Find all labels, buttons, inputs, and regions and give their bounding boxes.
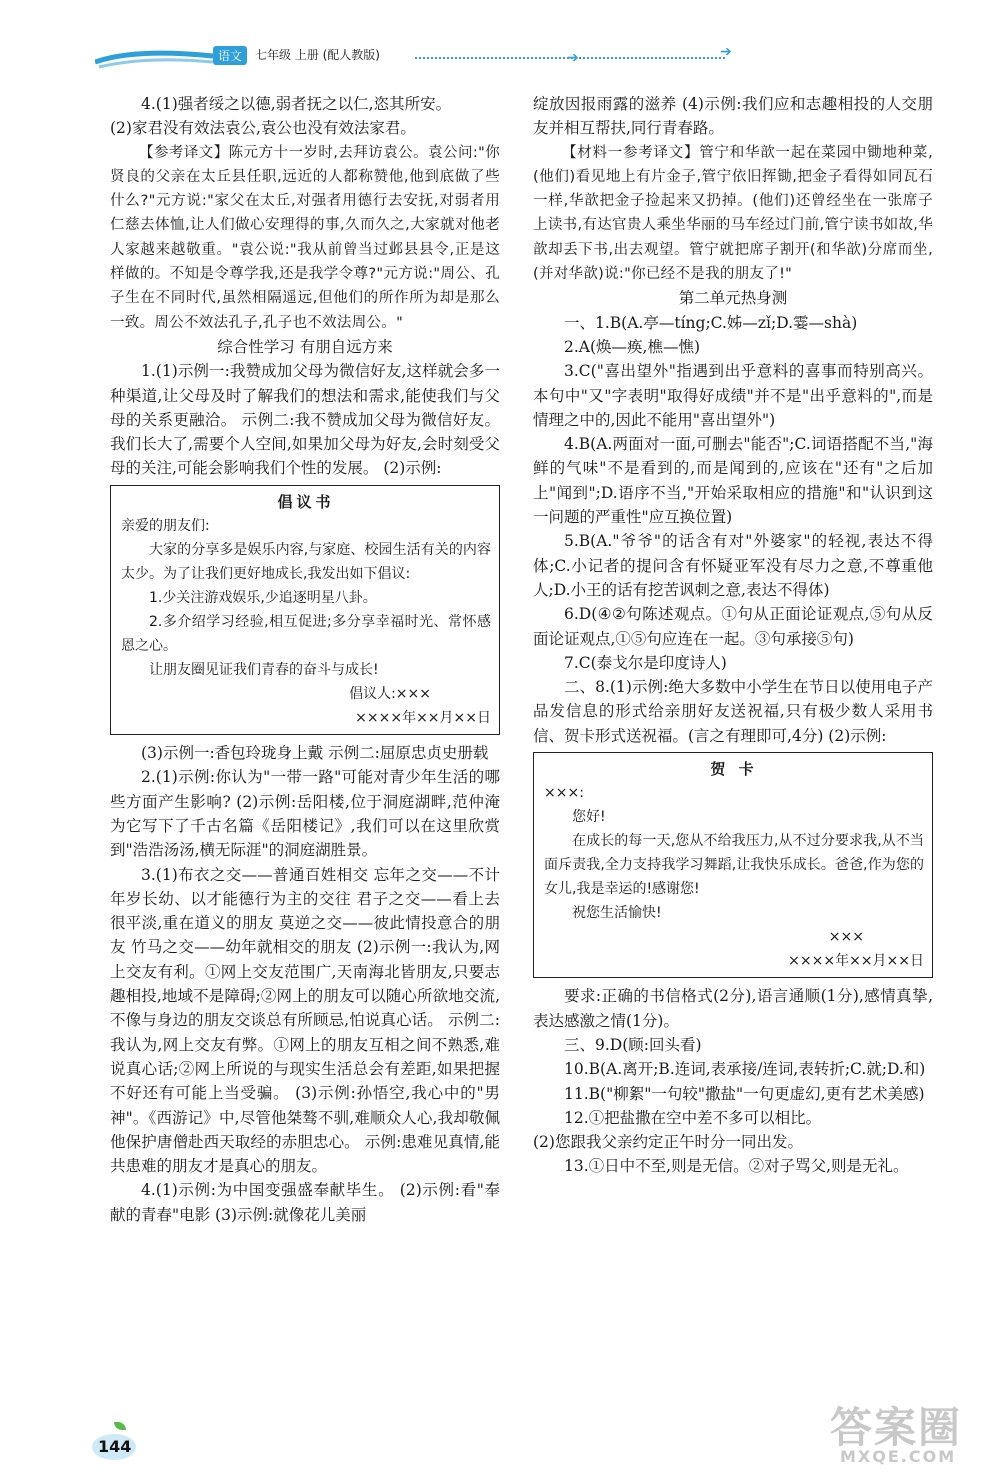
answer-q9: 三、9.D(顾:回头看)	[564, 1035, 702, 1054]
proposal-letter-box	[110, 485, 500, 735]
card-body: 在成长的每一天,您从不给我压力,从不过分要求我,从不当面斥责我,全力支持我学习舞蹈,让我快乐成长。爸爸,作为您的女儿,我是幸运的!感谢您!	[544, 833, 924, 898]
unit-test-heading: 第二单元热身测	[678, 289, 788, 308]
leaf-icon	[114, 1422, 126, 1430]
card-requirements: 要求:正确的书信格式(2分),语言通顺(1分),感情真挚,表达感激之情(1分)。	[533, 987, 933, 1030]
arrow-right-icon: ➔	[567, 50, 579, 66]
card-date: ××××年××月××日	[788, 953, 924, 970]
card-greeting: ×××:	[544, 785, 584, 802]
card-hello: 您好!	[572, 809, 606, 826]
answer-q6: 6.D(④②句陈述观点。①句从正面论证观点,⑤句从反面论证观点,①⑤句应连在一起。③句承接⑤句)	[533, 605, 933, 648]
answer-q5: 5.B(A."爷爷"的话含有对"外婆家"的轻视,表达不得体;C.小记者的提问含有怀疑亚军没有尽力之意,不尊重他人;D.小王的话有挖苦讽刺之意,表达不得体)	[533, 532, 933, 599]
proposal-body: 大家的分享多是娱乐内容,与家庭、校园生活有关的内容太少。为了让我们更好地成长,我发出如下倡议:	[121, 542, 491, 583]
subject-badge: 语文	[213, 46, 247, 65]
answer-4-continued: 绽放因报雨露的滋养 (4)示例:我们应和志趣相投的人交朋友并相互帮扶,同行青春路。	[533, 95, 933, 138]
answer-4-1: 4.(1)强者绥之以德,弱者抚之以仁,恣其所安。	[141, 95, 452, 113]
proposal-greeting: 亲爱的朋友们:	[121, 518, 210, 535]
answer-q1: 一、1.B(A.亭—tíng;C.姊—zǐ;D.霎—shà)	[564, 313, 858, 332]
answer-q3: 3.C("喜出望外"指遇到出乎意料的喜事而特别高兴。本句中"又"字表明"取得好成绩"并不是"出乎意料的",而是情理之中的,因此不能用"喜出望外")	[533, 362, 933, 429]
answer-3: 3.(1)布衣之交——普通百姓相交 忘年之交——不计年岁长幼、以才能德行为主的交往 君子之交——看上去很平淡,重在道义的朋友 莫逆之交——彼此情投意合的朋友 竹马之交——幼年就相交的朋友 (2)示例一:我认为,网上交友有利。①网上交友范围广,天南海北皆朋友,只要志趣相投,地域不是障碍;②网上的朋友可以随心所欲地交流,不像与身边的朋友交谈总有所顾忌,怕说真心话。 示例二:我认为,网上交友有弊。①网上的朋友互相之间不熟悉,难说真心话;②网上所说的与现实生活总会有差距,如果把握不好还有可能上当受骗。 (3)示例:孙悟空,我心中的"男神"。《西游记》中,尽管他桀骜不驯,难顺众人心,我却敬佩他保护唐僧赴西天取经的赤胆忠心。 示例:患难见真情,能共患难的朋友才是真心的朋友。	[110, 865, 500, 1176]
greeting-card-box	[533, 752, 933, 978]
answer-q11: 11.B("柳絮"一句较"撒盐"一句更虚幻,更有艺术美感)	[564, 1084, 925, 1103]
watermark-url: MXQE.COM	[840, 1447, 957, 1466]
reference-translation: 【参考译文】陈元方十一岁时,去拜访袁公。袁公问:"你贤良的父亲在太丘县任职,远近的人都称赞他,他到底做了些什么?"元方说:"家父在太丘,对强者用德行去安抚,对弱者用仁慈去体恤,让人们做心安理得的事,久而久之,大家就对他老人家越来越敬重。"袁公说:"我从前曾当过邺县县令,正是这样做的。不知是令尊学我,还是我学令尊?"元方说:"周公、孔子生在不同时代,虽然相隔遥远,但他们的所作所为却是那么一致。周公不效法孔子,孔子也不效法周公。"	[110, 144, 500, 331]
book-info: 七年级 上册 (配人教版)	[255, 48, 380, 62]
answer-4: 4.(1)示例:为中国变强盛奉献毕生。 (2)示例:看"奉献的青春"电影 (3)示例:就像花儿美丽	[110, 1181, 500, 1224]
card-title: 贺 卡	[710, 760, 758, 779]
answer-q12-2: (2)您跟我父亲约定正午时分一同出发。	[533, 1133, 803, 1152]
watermark-logo	[830, 1395, 990, 1470]
answer-q12-1: 12.①把盐撒在空中差不多可以相比。	[564, 1108, 822, 1127]
proposal-item-2: 2.多介绍学习经验,相互促进;多分享幸福时光、常怀感恩之心。	[121, 614, 491, 655]
arrow-right-icon: ➔	[720, 44, 732, 60]
left-column	[110, 92, 500, 1227]
page-number-badge	[92, 1432, 138, 1462]
answer-4-2: (2)家君没有效法袁公,袁公也没有效法家君。	[110, 119, 416, 138]
answer-q2: 2.A(焕—痪,樵—憔)	[564, 337, 701, 356]
card-wish: 祝您生活愉快!	[572, 905, 662, 922]
card-signature: ×××	[828, 929, 864, 946]
watermark-text: 答案圈	[830, 1403, 963, 1452]
proposal-closing: 让朋友圈见证我们青春的奋斗与成长!	[149, 662, 379, 679]
answer-1-3: (3)示例一:香包玲珑身上戴 示例二:屈原忠贞史册载	[141, 744, 489, 763]
answer-q7: 7.C(泰戈尔是印度诗人)	[564, 653, 727, 672]
page-header	[95, 40, 732, 80]
proposal-signature: 倡议人:×××	[349, 686, 431, 703]
answer-q4: 4.B(A.两面对一面,可删去"能否";C.词语搭配不当,"海鲜的气味"不是看到的,而是闻到的,应该在"还有"之后加上"闻到";D.语序不当,"开始采取相应的措施"和"认识到这一问题的严重性"应互换位置)	[533, 435, 933, 527]
answer-q10: 10.B(A.离开;B.连词,表承接/连词,表转折;C.就;D.和)	[564, 1060, 926, 1079]
section-heading: 综合性学习 有朋自远方来	[217, 337, 393, 356]
proposal-title: 倡议书	[277, 492, 335, 511]
answer-q8: 二、8.(1)示例:绝大多数中小学生在节日以使用电子产品发信息的形式给亲朋好友送祝福,只有极少数人采用书信、贺卡形式送祝福。(言之有理即可,4分) (2)示例:	[533, 678, 933, 745]
answer-2: 2.(1)示例:你认为"一带一路"可能对青少年生活的哪些方面产生影响? (2)示例:岳阳楼,位于洞庭湖畔,范仲淹为它写下了千古名篇《岳阳楼记》,我们可以在这里欣赏到"浩浩汤汤,横无际涯"的洞庭湖胜景。	[110, 768, 500, 860]
page-number: 144	[98, 1437, 132, 1456]
proposal-date: ××××年××月××日	[355, 710, 491, 727]
header-swoosh-decoration	[95, 48, 215, 70]
answer-q13: 13.①日中不至,则是无信。②对子骂父,则是无礼。	[564, 1157, 909, 1176]
material-translation: 【材料一参考译文】管宁和华歆一起在菜园中锄地种菜,(他们)看见地上有片金子,管宁依旧挥锄,把金子看得如同瓦石一样,华歆把金子捡起来又扔掉。(他们)还曾经坐在一张席子上读书,有达官贵人乘坐华丽的马车经过门前,管宁读书如故,华歆却丢下书,出去观望。管宁就把席子割开(和华歆)分席而坐,(并对华歆)说:"你已经不是我的朋友了!"	[533, 144, 933, 283]
right-column	[533, 92, 933, 1179]
proposal-item-1: 1.少关注游戏娱乐,少追逐明星八卦。	[149, 590, 377, 607]
answer-1: 1.(1)示例一:我赞成加父母为微信好友,这样就会多一种渠道,让父母及时了解我们的想法和需求,能使我们与父母的关系更融洽。 示例二:我不赞成加父母为微信好友。我们长大了,需要个人空间,如果加父母为好友,会时刻受父母的关注,可能会影响我们个性的发展。 (2)示例:	[110, 362, 500, 478]
